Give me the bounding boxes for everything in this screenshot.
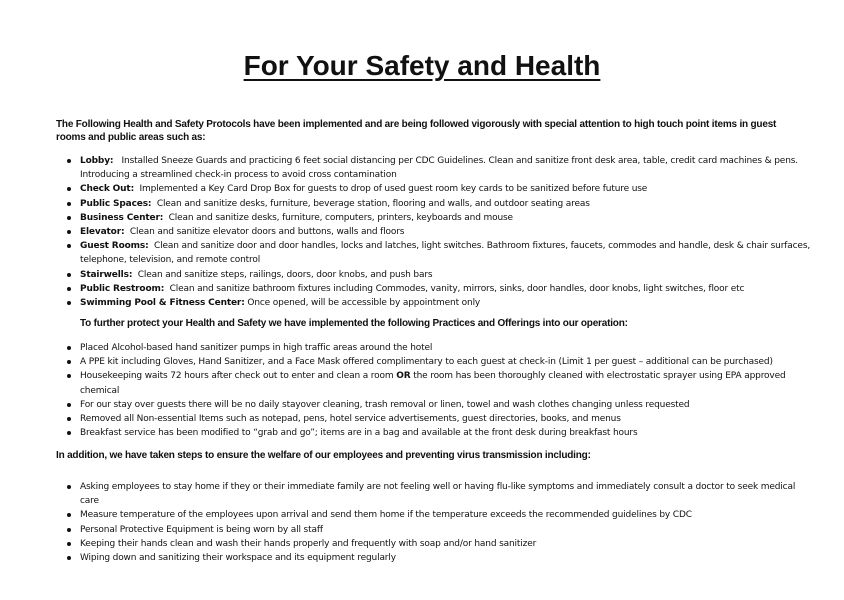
list-item (67, 154, 812, 182)
item-label: Business Center: (80, 212, 164, 223)
item-text: Once opened, will be accessible by appointment only (247, 298, 481, 309)
practices-heading: To further protect your Health and Safety we have implemented the following Practices and Offerings into our operation: (80, 318, 628, 329)
list-item (67, 412, 807, 426)
list-item (67, 225, 812, 239)
item-text: Clean and sanitize steps, railings, doors, door knobs, and push bars (137, 269, 433, 280)
list-item: Asking employees to stay home if they or their immediate family are not feeling well or having flu-like symptoms and immediately consult a doctor to seek medical care (67, 480, 807, 508)
list-item (67, 341, 807, 355)
list-item (67, 182, 812, 196)
emphasis-text: OR (396, 371, 411, 382)
list-item (67, 282, 812, 296)
item-text: Breakfast service has been modified to “grab and go”; items are in a bag and available at the front desk during breakfast hours (80, 428, 638, 439)
list-item (67, 369, 807, 397)
item-label: Check Out: (80, 184, 135, 195)
list-item: Measure temperature of the employees upon arrival and send them home if the temperature exceeds the recommended guidelines by CDC (67, 508, 807, 522)
item-text: Clean and sanitize desks, furniture, computers, printers, keyboards and mouse (168, 212, 513, 223)
item-text: Clean and sanitize door and door handles, locks and latches, light switches. Bathroom fixtures, faucets, commodes and handle, desk & chair surfaces, telephone, television, and remote control (80, 241, 811, 266)
welfare-list (67, 480, 807, 565)
list-item (67, 296, 812, 310)
welfare-heading: In addition, we have taken steps to ensure the welfare of our employees and preventing virus transmission including: (56, 450, 591, 461)
item-text: Clean and sanitize desks, furniture, beverage station, flooring and walls, and outdoor seating areas (156, 198, 590, 209)
list-item (67, 268, 812, 282)
list-item (67, 239, 812, 267)
item-label: Guest Rooms: (80, 241, 149, 252)
item-text: For our stay over guests there will be no daily stayover cleaning, trash removal or linen, towel and wash clothes changing unless requested (80, 399, 690, 410)
item-text: Clean and sanitize elevator doors and buttons, walls and floors (129, 227, 405, 238)
item-label: Public Restroom: (80, 283, 165, 294)
item-text: Installed Sneeze Guards and practicing 6 feet social distancing per CDC Guidelines. Clean and sanitize front desk area, table, credit card machines & pens. Introducing a streamlined check-in process to avoid cross contamination (80, 156, 798, 181)
item-text: A PPE kit including Gloves, Hand Sanitizer, and a Face Mask offered complimentary to each guest at check-in (Limit 1 per guest – additional can be purchased) (80, 357, 773, 368)
item-text: Housekeeping waits 72 hours after check out to enter and clean a room (80, 371, 397, 382)
item-label: Lobby: (80, 156, 114, 166)
item-label: Elevator: (80, 227, 125, 238)
item-label: Stairwells: (80, 269, 133, 280)
list-item (67, 197, 812, 211)
list-item (67, 355, 807, 369)
protocols-list (67, 154, 812, 310)
item-text: Clean and sanitize bathroom fixtures including Commodes, vanity, mirrors, sinks, door handles, door knobs, light switches, floor etc (169, 283, 745, 294)
list-item: Personal Protective Equipment is being worn by all staff (67, 523, 807, 537)
list-item (67, 211, 812, 225)
page-title: For Your Safety and Health (243, 50, 601, 81)
item-text: Placed Alcohol-based hand sanitizer pumps in high traffic areas around the hotel (80, 343, 433, 353)
item-text: the room has been thoroughly cleaned with electrostatic sprayer using EPA approved chemical (80, 371, 786, 396)
list-item: Keeping their hands clean and wash their hands properly and frequently with soap and/or hand sanitizer (67, 537, 807, 551)
list-item (67, 426, 807, 440)
practices-list (67, 341, 807, 440)
item-label: Public Spaces: (80, 198, 152, 209)
item-text: Implemented a Key Card Drop Box for guests to drop of used guest room key cards to be sanitized before future use (139, 184, 648, 195)
intro-paragraph: The Following Health and Safety Protocols have been implemented and are being followed vigorously with special attention to high touch point items in guest rooms and public areas such as: (56, 119, 777, 143)
list-item: Wiping down and sanitizing their workspace and its equipment regularly (67, 551, 807, 565)
item-text: Removed all Non-essential Items such as notepad, pens, hotel service advertisements, guest directories, books, and menus (80, 414, 621, 425)
list-item (67, 398, 807, 412)
item-label: Swimming Pool & Fitness Center: (80, 298, 245, 309)
